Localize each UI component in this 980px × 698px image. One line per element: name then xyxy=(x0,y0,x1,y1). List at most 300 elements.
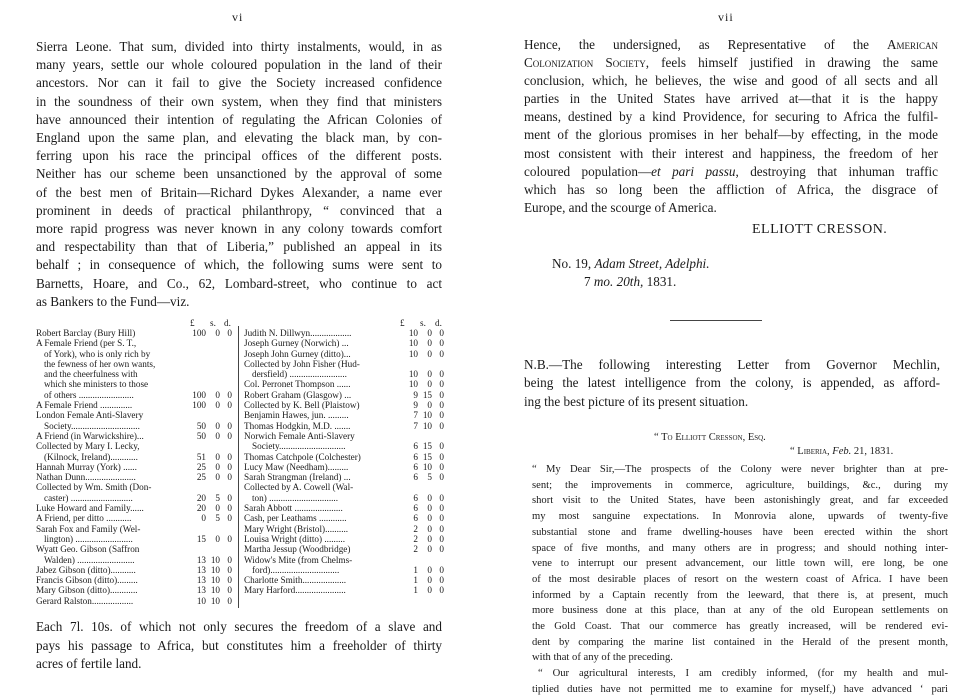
pounds-header: £ xyxy=(400,318,405,328)
amount-shillings xyxy=(418,555,432,565)
amount-pounds: 10 xyxy=(408,369,418,380)
closing-line: Each 7l. 10s. of which not only secures the freedom of a slave and xyxy=(36,619,442,634)
subscriber-name: caster) ........................... xyxy=(44,492,133,503)
subscription-row xyxy=(36,565,232,575)
subscription-row xyxy=(36,338,232,348)
amount-pence: 0 xyxy=(439,523,444,534)
amount-pounds xyxy=(188,441,206,451)
letter-line: sent; the improvements in commerce, agriculture, buildings, &c., during my xyxy=(532,479,948,491)
signature: ELLIOTT CRESSON. xyxy=(752,222,888,237)
amount-shillings: 0 xyxy=(215,430,220,441)
amount-pence xyxy=(220,379,232,389)
amount-pounds: 7 xyxy=(413,410,418,421)
subscription-row xyxy=(244,421,444,431)
subscription-row xyxy=(36,379,232,389)
amount-pence: 0 xyxy=(439,441,444,452)
amount-shillings: 5 xyxy=(427,472,432,483)
amount-pounds: 25 xyxy=(196,472,206,483)
letter-line: of the most desirable places of resort on the western coast of Africa. I have been xyxy=(532,573,948,585)
subscription-row xyxy=(244,565,444,575)
subscription-row xyxy=(36,359,232,369)
amount-pence: 0 xyxy=(439,451,444,462)
shillings-header: s. xyxy=(210,318,216,328)
letter-line: vene to interrupt our present advancement, our little town will, ere long, be one xyxy=(532,558,948,570)
pence-header: d. xyxy=(224,318,231,328)
amount-pounds: 9 xyxy=(413,400,418,411)
amount-pence: 0 xyxy=(227,564,232,575)
amount-shillings: 10 xyxy=(210,554,220,565)
subscriber-name: Widow's Mite (from Chelms- xyxy=(244,554,353,565)
amount-shillings: 0 xyxy=(215,461,220,472)
amount-pence xyxy=(220,369,232,379)
subscription-row xyxy=(36,596,232,606)
amount-pence: 0 xyxy=(439,348,444,359)
amount-pounds: 20 xyxy=(196,503,206,514)
amount-shillings xyxy=(418,431,432,441)
amount-shillings: 0 xyxy=(427,533,432,544)
nb-line: N.B.—The following interesting Letter from Governor Mechlin, xyxy=(524,357,940,372)
subscription-row xyxy=(244,379,444,389)
subscriber-name: Collected by Wm. Smith (Don- xyxy=(36,482,152,493)
left-body-paragraph xyxy=(36,38,442,311)
subscription-row xyxy=(36,421,232,431)
subscriber-name: Col. Perronet Thompson ...... xyxy=(244,379,351,390)
amount-pence: 0 xyxy=(227,585,232,596)
subscriber-name: Sarah Abbott ..................... xyxy=(244,503,343,514)
amount-pence: 0 xyxy=(439,420,444,431)
subscription-row xyxy=(36,390,232,400)
subscriber-name: Collected by Mary I. Lecky, xyxy=(36,441,140,452)
amount-pence: 0 xyxy=(439,400,444,411)
amount-pounds: 1 xyxy=(413,575,418,586)
subscriber-name: Francis Gibson (ditto)......... xyxy=(36,575,138,586)
subscriber-name: (Kilnock, Ireland)............ xyxy=(44,451,138,462)
subscriber-name: Jabez Gibson (ditto)........... xyxy=(36,564,136,575)
amount-pounds xyxy=(188,379,206,389)
amount-pounds: 7 xyxy=(413,420,418,431)
amount-pence xyxy=(432,482,444,492)
amount-shillings: 5 xyxy=(215,492,220,503)
shillings-header: s. xyxy=(420,318,426,328)
amount-shillings: 0 xyxy=(427,585,432,596)
amount-pounds xyxy=(188,544,206,554)
amount-pounds: 13 xyxy=(196,564,206,575)
amount-shillings: 0 xyxy=(427,503,432,514)
subscriber-name: Luke Howard and Family...... xyxy=(36,503,144,514)
closing-paragraph xyxy=(36,618,442,674)
subscription-row xyxy=(36,585,232,595)
nb-line: ing the best picture of its present situation. xyxy=(524,393,749,409)
amount-pence xyxy=(432,431,444,441)
subscriber-name: Hannah Murray (York) ...... xyxy=(36,461,137,472)
subscriber-name: Collected by K. Bell (Plaistow) xyxy=(244,400,360,411)
subscription-row xyxy=(36,462,232,472)
amount-pounds: 6 xyxy=(413,461,418,472)
subscriber-name: Judith N. Dillwyn.................. xyxy=(244,328,352,338)
amount-shillings xyxy=(206,410,220,420)
subscription-row xyxy=(244,400,444,410)
subscriber-name: dersfield) ......................... xyxy=(252,369,347,380)
paragraph-line: as Bankers to the Fund—viz. xyxy=(36,293,190,309)
amount-shillings xyxy=(206,379,220,389)
subscription-row xyxy=(244,328,444,338)
currency-header-right xyxy=(244,318,444,328)
currency-header-left xyxy=(36,318,232,328)
subscription-row xyxy=(36,544,232,554)
subscription-row xyxy=(36,452,232,462)
subscription-row xyxy=(244,534,444,544)
subscriber-name: Mary Wright (Bristol).......... xyxy=(244,523,349,534)
subscriber-name: A Friend, per ditto ........... xyxy=(36,513,132,524)
paragraph-line: prominent in deeds of practical philanthropy, “ convinced that a xyxy=(36,202,442,218)
letter-line: tiplied duties have not permitted me to examine for myself,) have advanced ‘ pari xyxy=(532,683,948,695)
amount-pence: 0 xyxy=(227,575,232,586)
subscriber-name: Louisa Wright (ditto) ......... xyxy=(244,533,346,544)
subscriber-name: Society............................. xyxy=(252,441,346,452)
amount-shillings: 0 xyxy=(427,348,432,359)
amount-pence: 0 xyxy=(439,513,444,524)
amount-pence: 0 xyxy=(439,472,444,483)
paragraph-line: England upon the same plan, and elevating the black man, by con- xyxy=(36,130,442,146)
subscription-row xyxy=(36,441,232,451)
subscriber-name: Mary Gibson (ditto)............ xyxy=(36,585,138,596)
amount-shillings: 10 xyxy=(210,575,220,586)
subscription-row xyxy=(244,441,444,451)
amount-pence: 0 xyxy=(227,513,232,524)
subscription-row xyxy=(244,493,444,503)
intro-line: means, destined by a kind Providence, for securing to Africa the fulfil- xyxy=(524,109,938,125)
amount-pence: 0 xyxy=(439,503,444,514)
amount-pence xyxy=(432,359,444,369)
amount-shillings xyxy=(206,544,220,554)
amount-pounds: 6 xyxy=(413,451,418,462)
letter-line: “ Our agricultural interests, I am credibly informed, (for my health and mul- xyxy=(538,668,948,680)
amount-shillings xyxy=(206,359,220,369)
address-line: No. 19, Adam Street, Adelphi. xyxy=(552,256,710,271)
subscription-rows-right xyxy=(244,328,444,596)
subscription-row xyxy=(244,575,444,585)
subscription-row xyxy=(36,431,232,441)
amount-shillings: 0 xyxy=(215,400,220,411)
subscription-row xyxy=(36,534,232,544)
amount-pounds xyxy=(188,524,206,534)
paragraph-line: and respectability than that of Liberia,” published an appeal in its xyxy=(36,239,442,255)
amount-shillings: 10 xyxy=(422,410,432,421)
amount-pence: 0 xyxy=(227,472,232,483)
intro-line: parties in the United States have arrived at—that it is the happy xyxy=(524,91,938,107)
subscription-row xyxy=(244,524,444,534)
subscriber-name: Robert Graham (Glasgow) ... xyxy=(244,389,352,400)
subscriber-name: A Female Friend (per S. T., xyxy=(36,338,137,349)
amount-shillings: 15 xyxy=(422,451,432,462)
subscriber-name: Robert Barclay (Bury Hill) xyxy=(36,328,136,338)
subscription-row xyxy=(244,544,444,554)
subscription-row xyxy=(244,555,444,565)
paragraph-line: in the soundness of their own system, when they find that ministers xyxy=(36,93,442,109)
amount-pence: 0 xyxy=(439,461,444,472)
amount-pounds: 51 xyxy=(196,451,206,462)
amount-shillings xyxy=(206,349,220,359)
amount-shillings xyxy=(206,482,220,492)
amount-shillings: 0 xyxy=(427,328,432,338)
amount-shillings: 0 xyxy=(427,400,432,411)
subscriber-name: Sarah Strangman (Ireland) ... xyxy=(244,472,351,483)
amount-pence: 0 xyxy=(227,430,232,441)
subscription-row xyxy=(36,555,232,565)
subscriber-name: A Friend (in Warwickshire)... xyxy=(36,430,144,441)
subscription-row xyxy=(36,472,232,482)
letter-line: dent by comparing the marine list contained in the Herald of the present month, xyxy=(532,636,948,648)
letter-line: space of five months, and many others are in progress; and should nothing inter- xyxy=(532,542,948,554)
paragraph-line: Barnetts, Hoare, and Co., 62, Lombard-street, who continue to act xyxy=(36,275,442,291)
subscription-row xyxy=(36,503,232,513)
amount-pence: 0 xyxy=(227,554,232,565)
amount-pence: 0 xyxy=(439,338,444,349)
amount-shillings: 0 xyxy=(215,420,220,431)
subscriber-name: Thomas Hodgkin, M.D. ....... xyxy=(244,420,351,431)
amount-pence: 0 xyxy=(439,379,444,390)
amount-pence: 0 xyxy=(227,420,232,431)
subscription-row xyxy=(244,359,444,369)
amount-pounds: 1 xyxy=(413,585,418,596)
subscriber-name: Thomas Catchpole (Colchester) xyxy=(244,451,361,462)
intro-line: coloured population—et pari passu, destroying that inhuman traffic xyxy=(524,163,938,179)
amount-pence: 0 xyxy=(227,400,232,411)
amount-shillings: 0 xyxy=(215,533,220,544)
amount-pence: 0 xyxy=(227,595,232,606)
intro-line: Colonization Society, feels himself justified in drawing the same xyxy=(524,55,938,71)
amount-pence: 0 xyxy=(227,451,232,462)
amount-shillings: 10 xyxy=(422,461,432,472)
subscription-rows-left xyxy=(36,328,232,606)
subscription-row xyxy=(244,472,444,482)
subscriber-name: Society.............................. xyxy=(44,420,140,431)
amount-pence: 0 xyxy=(227,503,232,514)
subscription-row xyxy=(244,513,444,523)
amount-pence: 0 xyxy=(439,328,444,338)
subscription-row xyxy=(36,349,232,359)
amount-pounds: 25 xyxy=(196,461,206,472)
right-page xyxy=(500,0,980,697)
letter-line: short visit to the United States, have been astonishingly great, and far exceeded xyxy=(532,495,948,507)
amount-shillings xyxy=(206,369,220,379)
nb-paragraph xyxy=(524,356,940,411)
subscriber-name: Cash, per Leathams ............ xyxy=(244,513,347,524)
subscriber-name: Wyatt Geo. Gibson (Saffron xyxy=(36,544,140,555)
amount-shillings xyxy=(206,338,220,348)
amount-pounds: 2 xyxy=(413,533,418,544)
subscription-row xyxy=(244,338,444,348)
amount-pence: 0 xyxy=(439,492,444,503)
amount-pounds: 20 xyxy=(196,492,206,503)
amount-pounds: 6 xyxy=(413,472,418,483)
amount-pounds xyxy=(188,338,206,348)
letter-body xyxy=(532,462,948,698)
amount-pounds: 10 xyxy=(196,595,206,606)
subscription-row xyxy=(244,410,444,420)
amount-pounds: 6 xyxy=(413,441,418,452)
subscriber-name: Joseph Gurney (Norwich) ... xyxy=(244,338,349,349)
amount-shillings: 0 xyxy=(215,328,220,338)
amount-pounds xyxy=(400,431,418,441)
date-line: 7 mo. 20th, 1831. xyxy=(584,274,677,289)
amount-shillings: 0 xyxy=(215,503,220,514)
subscription-row xyxy=(244,349,444,359)
amount-pence: 0 xyxy=(439,389,444,400)
subscription-row xyxy=(244,482,444,492)
amount-pounds: 100 xyxy=(192,328,206,338)
subscriber-name: Charlotte Smith................... xyxy=(244,575,347,586)
subscription-row xyxy=(36,513,232,523)
paragraph-line: many years, settle our whole coloured population in the land of their xyxy=(36,57,442,73)
subscription-row xyxy=(244,452,444,462)
subscriber-name: of York), who is only rich by xyxy=(44,348,151,359)
amount-pence xyxy=(220,410,232,420)
subscription-row xyxy=(36,400,232,410)
amount-shillings: 0 xyxy=(427,513,432,524)
page-number-right: vii xyxy=(718,10,734,24)
amount-pence: 0 xyxy=(227,533,232,544)
subscription-row xyxy=(244,369,444,379)
left-page xyxy=(0,0,480,697)
paragraph-line: behalf ; in consequence of which, the following sums were sent to xyxy=(36,257,442,273)
subscriber-name: A Female Friend .............. xyxy=(36,400,133,411)
closing-line: acres of fertile land. xyxy=(36,656,142,671)
page-number-left: vi xyxy=(232,10,244,24)
amount-pence: 0 xyxy=(439,585,444,596)
amount-shillings: 10 xyxy=(210,595,220,606)
intro-line: Hence, the undersigned, as Representative of the American xyxy=(524,37,938,52)
subscriber-name: Walden) ......................... xyxy=(44,554,135,565)
amount-shillings: 0 xyxy=(215,472,220,483)
subscription-row xyxy=(36,524,232,534)
amount-shillings: 0 xyxy=(427,523,432,534)
amount-pence: 0 xyxy=(439,575,444,586)
amount-pence: 0 xyxy=(439,533,444,544)
letter-line: my most sanguine expectations. In Monrovia alone, upwards of twenty-five xyxy=(532,511,948,523)
intro-line: conclusion, which, he believes, the wise and good of all sects and all xyxy=(524,73,938,89)
amount-shillings: 0 xyxy=(427,379,432,390)
amount-pounds: 50 xyxy=(196,420,206,431)
subscriber-name: Joseph John Gurney (ditto)... xyxy=(244,348,351,359)
subscriber-name: which she ministers to those xyxy=(44,379,149,390)
letter-line: more business done at this place, than at any of the old European settlements on xyxy=(532,605,948,617)
subscriber-name: ford).............................. xyxy=(252,564,340,575)
subscriber-name: Collected by A. Cowell (Wal- xyxy=(244,482,354,493)
amount-pence: 0 xyxy=(227,461,232,472)
amount-pence: 0 xyxy=(439,369,444,380)
amount-shillings xyxy=(206,441,220,451)
subscription-row xyxy=(36,369,232,379)
subscriber-name: of others ........................ xyxy=(44,389,134,400)
amount-shillings: 0 xyxy=(215,451,220,462)
amount-shillings: 0 xyxy=(427,564,432,575)
amount-pence xyxy=(220,338,232,348)
amount-pounds: 50 xyxy=(196,430,206,441)
paragraph-line: Neither has our scheme been unsanctioned by the approval of some xyxy=(36,166,442,182)
amount-pounds: 9 xyxy=(413,389,418,400)
letter-line: “ My Dear Sir,—The prospects of the Colony were never brighter than at pre- xyxy=(532,464,948,475)
amount-pounds: 100 xyxy=(192,389,206,400)
amount-pence: 0 xyxy=(227,389,232,400)
subscription-row xyxy=(36,575,232,585)
amount-pounds xyxy=(188,369,206,379)
amount-shillings: 10 xyxy=(210,585,220,596)
amount-pence xyxy=(220,482,232,492)
amount-pence xyxy=(432,555,444,565)
amount-shillings xyxy=(418,359,432,369)
letter-line: with that of any of the preceding. xyxy=(532,652,673,664)
amount-pounds xyxy=(400,482,418,492)
paragraph-line: of the best men of Britain—Richard Dykes Alexander, a name ever xyxy=(36,184,442,200)
subscriber-name: and the cheerfulness with xyxy=(44,369,138,380)
subscription-row xyxy=(244,585,444,595)
amount-pounds: 6 xyxy=(413,492,418,503)
amount-shillings: 0 xyxy=(427,338,432,349)
subscriber-name: London Female Anti-Slavery xyxy=(36,410,144,421)
subscriber-name: Martha Jessup (Woodbridge) xyxy=(244,544,351,555)
intro-line: Europe, and the scourge of America. xyxy=(524,199,717,215)
subscription-row xyxy=(244,431,444,441)
subscription-row xyxy=(244,462,444,472)
paragraph-line: ancestors. Nor can it fail to give the Society increased confidence xyxy=(36,75,442,91)
intro-line: ment of the glorious promises in her behalf—by effecting, in the mode xyxy=(524,127,938,143)
amount-shillings: 15 xyxy=(422,441,432,452)
amount-pence: 0 xyxy=(439,544,444,555)
amount-shillings: 0 xyxy=(427,492,432,503)
subscriber-name: Nathan Dunn...................... xyxy=(36,472,136,483)
paragraph-line: Sierra Leone. That sum, divided into thirty instalments, would, in as xyxy=(36,39,442,54)
letter-salutation: “ To Elliott Cresson, Esq. xyxy=(654,432,766,443)
amount-pounds: 2 xyxy=(413,523,418,534)
amount-pounds xyxy=(188,482,206,492)
subscriber-name: the fewness of her own wants, xyxy=(44,358,156,369)
subscriber-name: Collected by John Fisher (Hud- xyxy=(244,358,360,369)
amount-pence xyxy=(220,524,232,534)
subscription-row xyxy=(36,482,232,492)
pounds-header: £ xyxy=(190,318,195,328)
nb-line: being the latest intelligence from the colony, is appended, as afford- xyxy=(524,375,940,391)
subscriber-name: Norwich Female Anti-Slavery xyxy=(244,430,355,441)
intro-line: most consistent with their interest and happiness, the freedom of her xyxy=(524,145,938,161)
amount-pounds: 13 xyxy=(196,554,206,565)
letter-line: informed by a Captain recently from the leeward, that there is, at present, much xyxy=(532,589,948,601)
amount-pounds: 10 xyxy=(408,328,418,338)
amount-pounds xyxy=(188,359,206,369)
amount-shillings: 5 xyxy=(215,513,220,524)
amount-pence xyxy=(220,544,232,554)
subscriber-name: Sarah Fox and Family (Wel- xyxy=(36,523,141,534)
amount-shillings: 0 xyxy=(215,389,220,400)
letter-dateline: “ Liberia, Feb. 21, 1831. xyxy=(790,446,894,457)
amount-pounds: 1 xyxy=(413,564,418,575)
amount-pence: 0 xyxy=(439,564,444,575)
subscriber-name: lington) ......................... xyxy=(44,533,133,544)
amount-pounds: 10 xyxy=(408,379,418,390)
amount-shillings: 0 xyxy=(427,369,432,380)
amount-pounds: 6 xyxy=(413,503,418,514)
amount-shillings: 10 xyxy=(210,564,220,575)
section-divider xyxy=(670,320,762,321)
amount-shillings: 0 xyxy=(427,544,432,555)
subscriber-name: ton) .............................. xyxy=(252,492,339,503)
amount-pounds: 6 xyxy=(413,513,418,524)
amount-pounds xyxy=(188,410,206,420)
paragraph-line: ferring upon his race the principal offices of the different posts. xyxy=(36,148,442,164)
amount-pence: 0 xyxy=(227,328,232,338)
amount-pounds: 2 xyxy=(413,544,418,555)
amount-pounds: 10 xyxy=(408,348,418,359)
